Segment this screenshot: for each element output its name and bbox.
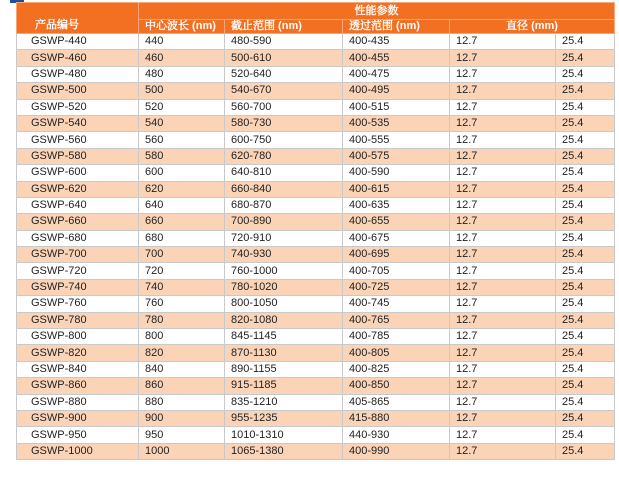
cell-diameter-inner: 12.7 bbox=[450, 312, 556, 328]
cell-diameter-outer: 25.4 bbox=[556, 427, 615, 443]
cell-center-wavelength: 620 bbox=[139, 181, 225, 197]
table-row bbox=[17, 279, 615, 295]
cell-pass-range: 400-785 bbox=[343, 329, 450, 345]
table-row bbox=[17, 427, 615, 443]
cell-diameter-inner: 12.7 bbox=[450, 427, 556, 443]
cell-center-wavelength: 580 bbox=[139, 148, 225, 164]
cell-model: GSWP-1000 bbox=[17, 443, 139, 459]
cell-model: GSWP-440 bbox=[17, 34, 139, 50]
cell-diameter-inner: 12.7 bbox=[450, 181, 556, 197]
cell-model: GSWP-840 bbox=[17, 361, 139, 377]
table-row bbox=[17, 410, 615, 426]
cell-cutoff-range: 835-1210 bbox=[225, 394, 343, 410]
cell-diameter-inner: 12.7 bbox=[450, 132, 556, 148]
table-row bbox=[17, 214, 615, 230]
cell-model: GSWP-560 bbox=[17, 132, 139, 148]
cell-pass-range: 400-495 bbox=[343, 83, 450, 99]
cell-diameter-inner: 12.7 bbox=[450, 345, 556, 361]
cell-model: GSWP-950 bbox=[17, 427, 139, 443]
table-body bbox=[17, 34, 615, 460]
cell-cutoff-range: 500-610 bbox=[225, 50, 343, 66]
cell-diameter-inner: 12.7 bbox=[450, 394, 556, 410]
cell-diameter-inner: 12.7 bbox=[450, 214, 556, 230]
table-row bbox=[17, 197, 615, 213]
table-row bbox=[17, 66, 615, 82]
cell-pass-range: 400-695 bbox=[343, 247, 450, 263]
cell-pass-range: 400-615 bbox=[343, 181, 450, 197]
cell-center-wavelength: 440 bbox=[139, 34, 225, 50]
header-center-wavelength: 中心波长 (nm) bbox=[139, 20, 225, 34]
cell-center-wavelength: 560 bbox=[139, 132, 225, 148]
product-spec-table bbox=[16, 2, 615, 460]
cell-cutoff-range: 480-590 bbox=[225, 34, 343, 50]
cell-diameter-outer: 25.4 bbox=[556, 345, 615, 361]
cell-center-wavelength: 600 bbox=[139, 165, 225, 181]
cell-diameter-inner: 12.7 bbox=[450, 34, 556, 50]
cell-model: GSWP-700 bbox=[17, 247, 139, 263]
cell-cutoff-range: 520-640 bbox=[225, 66, 343, 82]
cell-diameter-outer: 25.4 bbox=[556, 361, 615, 377]
cell-model: GSWP-760 bbox=[17, 296, 139, 312]
cell-model: GSWP-640 bbox=[17, 197, 139, 213]
header-performance-group: 性能参数 bbox=[139, 3, 615, 20]
cell-pass-range: 400-535 bbox=[343, 115, 450, 131]
cell-cutoff-range: 740-930 bbox=[225, 247, 343, 263]
table-row bbox=[17, 230, 615, 246]
table-row bbox=[17, 181, 615, 197]
cell-pass-range: 400-765 bbox=[343, 312, 450, 328]
cell-center-wavelength: 640 bbox=[139, 197, 225, 213]
cell-pass-range: 400-555 bbox=[343, 132, 450, 148]
cell-model: GSWP-460 bbox=[17, 50, 139, 66]
cell-diameter-inner: 12.7 bbox=[450, 279, 556, 295]
cell-diameter-outer: 25.4 bbox=[556, 443, 615, 459]
cell-center-wavelength: 540 bbox=[139, 115, 225, 131]
cell-diameter-outer: 25.4 bbox=[556, 99, 615, 115]
cell-diameter-inner: 12.7 bbox=[450, 50, 556, 66]
cell-pass-range: 400-455 bbox=[343, 50, 450, 66]
table-row bbox=[17, 296, 615, 312]
cell-diameter-outer: 25.4 bbox=[556, 263, 615, 279]
cell-model: GSWP-880 bbox=[17, 394, 139, 410]
cell-cutoff-range: 580-730 bbox=[225, 115, 343, 131]
cell-diameter-inner: 12.7 bbox=[450, 443, 556, 459]
cell-model: GSWP-480 bbox=[17, 66, 139, 82]
cell-center-wavelength: 800 bbox=[139, 329, 225, 345]
table-row bbox=[17, 443, 615, 459]
cell-diameter-outer: 25.4 bbox=[556, 410, 615, 426]
cell-model: GSWP-620 bbox=[17, 181, 139, 197]
cell-pass-range: 400-435 bbox=[343, 34, 450, 50]
cell-cutoff-range: 600-750 bbox=[225, 132, 343, 148]
cell-diameter-outer: 25.4 bbox=[556, 148, 615, 164]
cell-pass-range: 400-805 bbox=[343, 345, 450, 361]
cell-cutoff-range: 1065-1380 bbox=[225, 443, 343, 459]
cell-diameter-inner: 12.7 bbox=[450, 329, 556, 345]
header-diameter: 直径 (mm) bbox=[450, 20, 615, 34]
cell-diameter-outer: 25.4 bbox=[556, 312, 615, 328]
table-row bbox=[17, 247, 615, 263]
cell-diameter-outer: 25.4 bbox=[556, 66, 615, 82]
table-row bbox=[17, 148, 615, 164]
cell-center-wavelength: 1000 bbox=[139, 443, 225, 459]
cell-model: GSWP-780 bbox=[17, 312, 139, 328]
cell-diameter-inner: 12.7 bbox=[450, 148, 556, 164]
table-row bbox=[17, 394, 615, 410]
cell-center-wavelength: 700 bbox=[139, 247, 225, 263]
cell-cutoff-range: 915-1185 bbox=[225, 378, 343, 394]
cell-pass-range: 400-655 bbox=[343, 214, 450, 230]
cell-cutoff-range: 620-780 bbox=[225, 148, 343, 164]
cell-cutoff-range: 660-840 bbox=[225, 181, 343, 197]
cell-center-wavelength: 880 bbox=[139, 394, 225, 410]
cell-diameter-outer: 25.4 bbox=[556, 247, 615, 263]
cell-center-wavelength: 760 bbox=[139, 296, 225, 312]
cell-diameter-inner: 12.7 bbox=[450, 230, 556, 246]
cell-center-wavelength: 480 bbox=[139, 66, 225, 82]
cell-cutoff-range: 845-1145 bbox=[225, 329, 343, 345]
cell-center-wavelength: 460 bbox=[139, 50, 225, 66]
cell-cutoff-range: 680-870 bbox=[225, 197, 343, 213]
cell-diameter-inner: 12.7 bbox=[450, 410, 556, 426]
cell-diameter-inner: 12.7 bbox=[450, 296, 556, 312]
cell-diameter-outer: 25.4 bbox=[556, 296, 615, 312]
cell-pass-range: 400-590 bbox=[343, 165, 450, 181]
header-pass-range: 透过范围 (nm) bbox=[343, 20, 450, 34]
table-row bbox=[17, 34, 615, 50]
cell-diameter-inner: 12.7 bbox=[450, 66, 556, 82]
cell-model: GSWP-500 bbox=[17, 83, 139, 99]
cell-diameter-outer: 25.4 bbox=[556, 197, 615, 213]
cell-center-wavelength: 840 bbox=[139, 361, 225, 377]
cell-diameter-inner: 12.7 bbox=[450, 197, 556, 213]
cell-cutoff-range: 720-910 bbox=[225, 230, 343, 246]
cell-center-wavelength: 720 bbox=[139, 263, 225, 279]
table-row bbox=[17, 378, 615, 394]
cell-diameter-outer: 25.4 bbox=[556, 132, 615, 148]
cell-diameter-outer: 25.4 bbox=[556, 115, 615, 131]
cell-pass-range: 405-865 bbox=[343, 394, 450, 410]
cell-cutoff-range: 640-810 bbox=[225, 165, 343, 181]
table-row bbox=[17, 329, 615, 345]
header-cutoff-range: 截止范围 (nm) bbox=[225, 20, 343, 34]
table-row bbox=[17, 83, 615, 99]
cell-cutoff-range: 820-1080 bbox=[225, 312, 343, 328]
cell-cutoff-range: 760-1000 bbox=[225, 263, 343, 279]
cell-diameter-inner: 12.7 bbox=[450, 361, 556, 377]
cell-pass-range: 400-705 bbox=[343, 263, 450, 279]
cell-diameter-inner: 12.7 bbox=[450, 165, 556, 181]
cell-model: GSWP-820 bbox=[17, 345, 139, 361]
cell-center-wavelength: 660 bbox=[139, 214, 225, 230]
cell-diameter-outer: 25.4 bbox=[556, 279, 615, 295]
cell-pass-range: 400-825 bbox=[343, 361, 450, 377]
cell-diameter-inner: 12.7 bbox=[450, 99, 556, 115]
table-row bbox=[17, 361, 615, 377]
cell-center-wavelength: 950 bbox=[139, 427, 225, 443]
cell-model: GSWP-520 bbox=[17, 99, 139, 115]
cell-diameter-outer: 25.4 bbox=[556, 214, 615, 230]
table-header bbox=[17, 3, 615, 34]
cell-pass-range: 400-475 bbox=[343, 66, 450, 82]
table-row bbox=[17, 115, 615, 131]
cell-cutoff-range: 870-1130 bbox=[225, 345, 343, 361]
cell-pass-range: 400-990 bbox=[343, 443, 450, 459]
cell-diameter-outer: 25.4 bbox=[556, 394, 615, 410]
cell-diameter-outer: 25.4 bbox=[556, 329, 615, 345]
cell-diameter-inner: 12.7 bbox=[450, 263, 556, 279]
cell-cutoff-range: 540-670 bbox=[225, 83, 343, 99]
cell-model: GSWP-740 bbox=[17, 279, 139, 295]
cell-diameter-inner: 12.7 bbox=[450, 247, 556, 263]
cell-center-wavelength: 500 bbox=[139, 83, 225, 99]
cell-pass-range: 400-675 bbox=[343, 230, 450, 246]
cell-center-wavelength: 860 bbox=[139, 378, 225, 394]
cell-diameter-outer: 25.4 bbox=[556, 83, 615, 99]
table-row bbox=[17, 99, 615, 115]
header-model: 产品编号 bbox=[17, 3, 139, 34]
cell-center-wavelength: 680 bbox=[139, 230, 225, 246]
cell-cutoff-range: 800-1050 bbox=[225, 296, 343, 312]
cell-diameter-outer: 25.4 bbox=[556, 34, 615, 50]
cell-cutoff-range: 1010-1310 bbox=[225, 427, 343, 443]
table-row bbox=[17, 132, 615, 148]
cell-pass-range: 400-850 bbox=[343, 378, 450, 394]
cell-model: GSWP-660 bbox=[17, 214, 139, 230]
cell-pass-range: 415-880 bbox=[343, 410, 450, 426]
cell-center-wavelength: 820 bbox=[139, 345, 225, 361]
cell-pass-range: 400-575 bbox=[343, 148, 450, 164]
cell-diameter-inner: 12.7 bbox=[450, 378, 556, 394]
cell-center-wavelength: 740 bbox=[139, 279, 225, 295]
cell-pass-range: 400-515 bbox=[343, 99, 450, 115]
cell-model: GSWP-680 bbox=[17, 230, 139, 246]
table-row bbox=[17, 165, 615, 181]
cell-model: GSWP-720 bbox=[17, 263, 139, 279]
cell-cutoff-range: 700-890 bbox=[225, 214, 343, 230]
cell-diameter-outer: 25.4 bbox=[556, 181, 615, 197]
cell-model: GSWP-800 bbox=[17, 329, 139, 345]
cell-pass-range: 440-930 bbox=[343, 427, 450, 443]
table-row bbox=[17, 312, 615, 328]
cell-diameter-outer: 25.4 bbox=[556, 165, 615, 181]
cell-cutoff-range: 780-1020 bbox=[225, 279, 343, 295]
table-row bbox=[17, 345, 615, 361]
cell-model: GSWP-900 bbox=[17, 410, 139, 426]
cell-center-wavelength: 900 bbox=[139, 410, 225, 426]
cell-cutoff-range: 955-1235 bbox=[225, 410, 343, 426]
cell-pass-range: 400-635 bbox=[343, 197, 450, 213]
cell-center-wavelength: 520 bbox=[139, 99, 225, 115]
cell-center-wavelength: 780 bbox=[139, 312, 225, 328]
cell-model: GSWP-580 bbox=[17, 148, 139, 164]
table-row bbox=[17, 263, 615, 279]
cell-diameter-outer: 25.4 bbox=[556, 50, 615, 66]
cell-diameter-outer: 25.4 bbox=[556, 230, 615, 246]
cell-pass-range: 400-725 bbox=[343, 279, 450, 295]
cell-diameter-outer: 25.4 bbox=[556, 378, 615, 394]
cell-diameter-inner: 12.7 bbox=[450, 83, 556, 99]
cell-diameter-inner: 12.7 bbox=[450, 115, 556, 131]
cell-model: GSWP-540 bbox=[17, 115, 139, 131]
cell-model: GSWP-860 bbox=[17, 378, 139, 394]
cell-model: GSWP-600 bbox=[17, 165, 139, 181]
table-row bbox=[17, 50, 615, 66]
cell-cutoff-range: 560-700 bbox=[225, 99, 343, 115]
cell-cutoff-range: 890-1155 bbox=[225, 361, 343, 377]
cell-pass-range: 400-745 bbox=[343, 296, 450, 312]
